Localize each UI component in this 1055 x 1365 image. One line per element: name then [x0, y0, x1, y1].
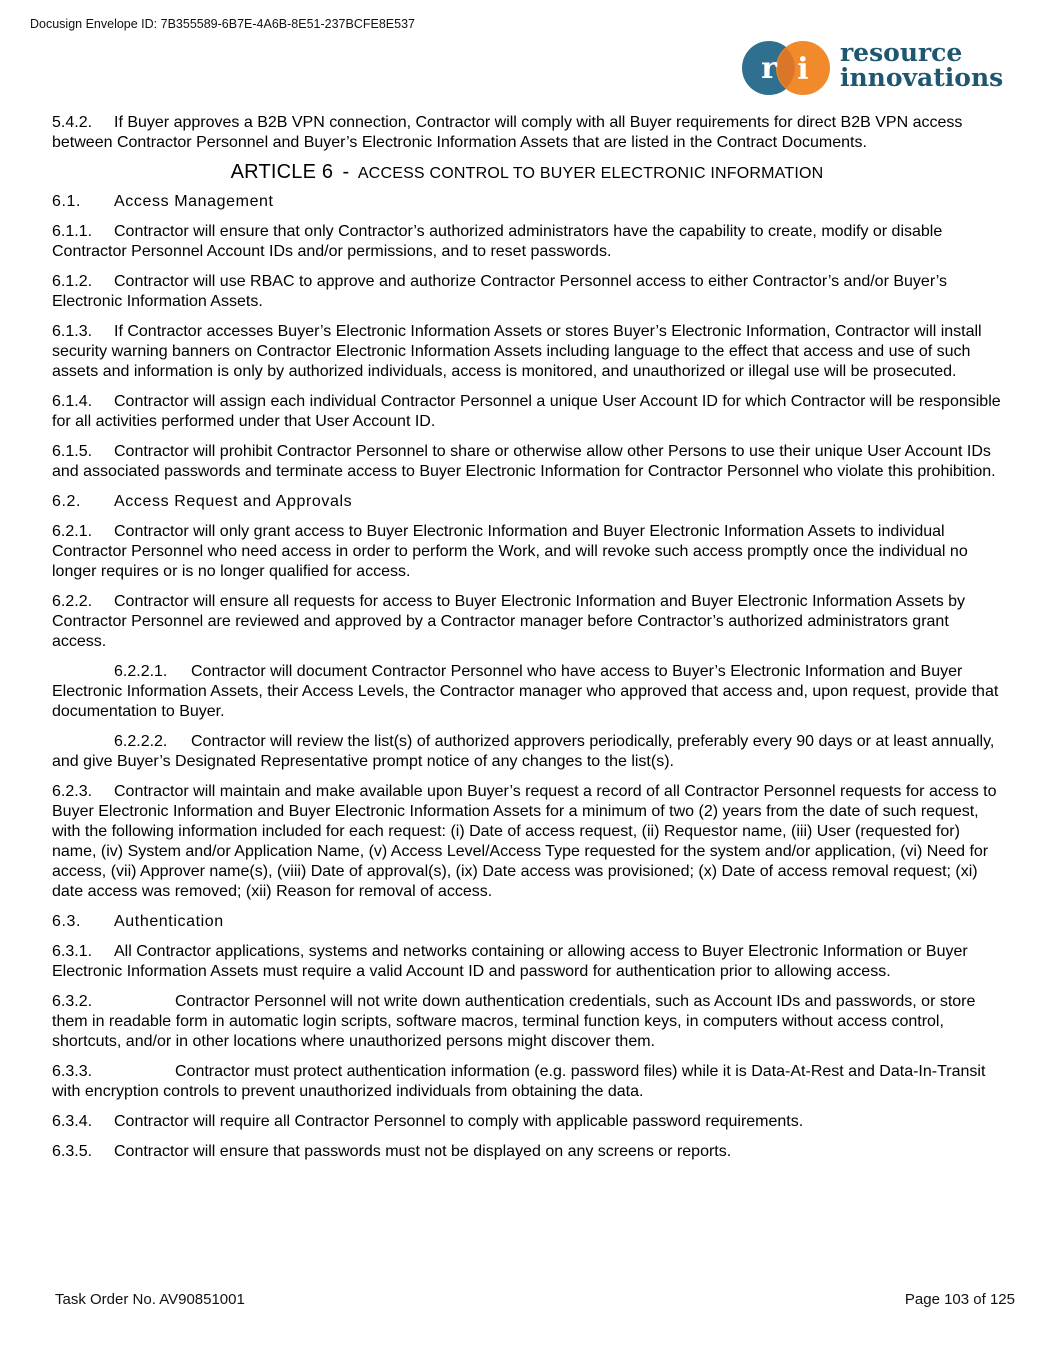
section-6-3-4: 6.3.4. Contractor will require all Contractor Personnel to comply with applicable password requirements. [52, 1113, 804, 1130]
section-6-1-5: 6.1.5. Contractor will prohibit Contractor Personnel to share or otherwise allow other Persons to use their unique User Account IDs and associated passwords and terminate access to Buyer Electronic Information for Contractor Personnel who violate this prohibition. [52, 443, 996, 480]
article-title: ACCESS CONTROL TO BUYER ELECTRONIC INFORMATION [357, 165, 824, 182]
logo-line-2: innovations [840, 63, 1004, 92]
section-6-2-2-2: 6.2.2.2. Contractor will review the list(s) of authorized approvers periodically, preferably every 90 days or at least annually, and give Buyer’s Designated Representative prompt notice of any changes to the list(s). [52, 733, 995, 770]
document-body [52, 113, 1002, 1172]
logo-line-1: resource [840, 38, 963, 67]
section-6-3-1: 6.3.1. All Contractor applications, systems and networks containing or allowing access to Buyer Electronic Information or Buyer Electronic Information Assets must require a valid Account ID and password for authentication prior to allowing access. [52, 943, 968, 980]
section-6-1-4: 6.1.4. Contractor will assign each individual Contractor Personnel a unique User Account ID for which Contractor will be responsible for all activities performed under that User Account ID. [52, 393, 1001, 430]
section-6-2-2: 6.2.2. Contractor will ensure all requests for access to Buyer Electronic Information and Buyer Electronic Information Assets by Contractor Personnel are reviewed and approved by a Contractor manager before Contractor’s authorized administrators grant access. [52, 593, 966, 650]
envelope-id: Docusign Envelope ID: 7B355589-6B7E-4A6B-8E51-237BCFE8E537 [30, 17, 415, 31]
section-6-1-1: 6.1.1. Contractor will ensure that only Contractor’s authorized administrators have the capability to create, modify or disable Contractor Personnel Account IDs and/or permissions, and to reset passwords. [52, 223, 943, 260]
article-heading: ARTICLE 6 - ACCESS CONTROL TO BUYER ELECTRONIC INFORMATION [230, 161, 824, 183]
logo-letter-i: i [797, 52, 809, 87]
logo-letter-r: r [761, 51, 777, 86]
section-5-4-2: 5.4.2. If Buyer approves a B2B VPN connection, Contractor will comply with all Buyer requirements for direct B2B VPN access between Contractor Personnel and Buyer’s Electronic Information Assets that are listed in the Contract Documents. [52, 114, 963, 151]
section-6-3-5: 6.3.5. Contractor will ensure that passwords must not be displayed on any screens or reports. [52, 1143, 732, 1160]
company-logo [741, 40, 1021, 98]
section-6-2-3: 6.2.3. Contractor will maintain and make available upon Buyer’s request a record of all Contractor Personnel requests for access to Buyer Electronic Information and Buyer Electronic Information Assets for a minimum of two (2) years from the date of such request, with the following information included for each request: (i) Date of access request, (ii) Requestor name, (iii) User (requested for) name, (iv) System and/or Application Name, (v) Access Level/Access Type requested for the system and/or application, (vi) Need for access, (vii) Approver name(s), (viii) Date of approval(s), (ix) Date access was provisioned; (x) Date of access removal request; (xi) date access was removed; (xii) Reason for removal of access. [52, 783, 997, 900]
heading-6-2: 6.2. Access Request and Approvals [52, 493, 353, 510]
heading-6-3: 6.3. Authentication [52, 913, 224, 930]
section-6-1-3: 6.1.3. If Contractor accesses Buyer’s Electronic Information Assets or stores Buyer’s Electronic Information, Contractor will install security warning banners on Contractor Electronic Information Assets including language to the effect that access and use of such assets and information is only by authorized individuals, access is monitored, and unauthorized or illegal use will be prosecuted. [52, 323, 982, 380]
section-6-3-3: 6.3.3. Contractor must protect authentication information (e.g. password files) while it is Data-At-Rest and Data-In-Transit with encryption controls to prevent unauthorized individuals from obtaining the data. [52, 1063, 986, 1100]
footer-page-number: Page 103 of 125 [904, 1291, 1015, 1308]
section-6-2-2-1: 6.2.2.1. Contractor will document Contractor Personnel who have access to Buyer’s Electronic Information and Buyer Electronic Information Assets, their Access Levels, the Contractor manager who approved that access and, upon request, provide that documentation to Buyer. [52, 663, 999, 720]
section-6-1-2: 6.1.2. Contractor will use RBAC to approve and authorize Contractor Personnel access to either Contractor’s and/or Buyer’s Electronic Information Assets. [52, 273, 948, 310]
article-label: ARTICLE 6 [230, 161, 334, 183]
logo-mark-icon [741, 40, 833, 96]
heading-6-1: 6.1. Access Management [52, 193, 274, 210]
logo-wordmark [840, 40, 1003, 90]
section-6-3-2: 6.3.2. Contractor Personnel will not write down authentication credentials, such as Account IDs and passwords, or store them in readable form in automatic login scripts, software macros, terminal function keys, in computers without access control, shortcuts, and/or in other locations where unauthorized persons might discover them. [52, 993, 976, 1050]
footer-task-order: Task Order No. AV90851001 [55, 1291, 245, 1308]
section-6-2-1: 6.2.1. Contractor will only grant access to Buyer Electronic Information and Buyer Electronic Information Assets to individual Contractor Personnel who need access in order to perform the Work, and will revoke such access promptly once the individual no longer requires or is no longer qualified for access. [52, 523, 968, 580]
